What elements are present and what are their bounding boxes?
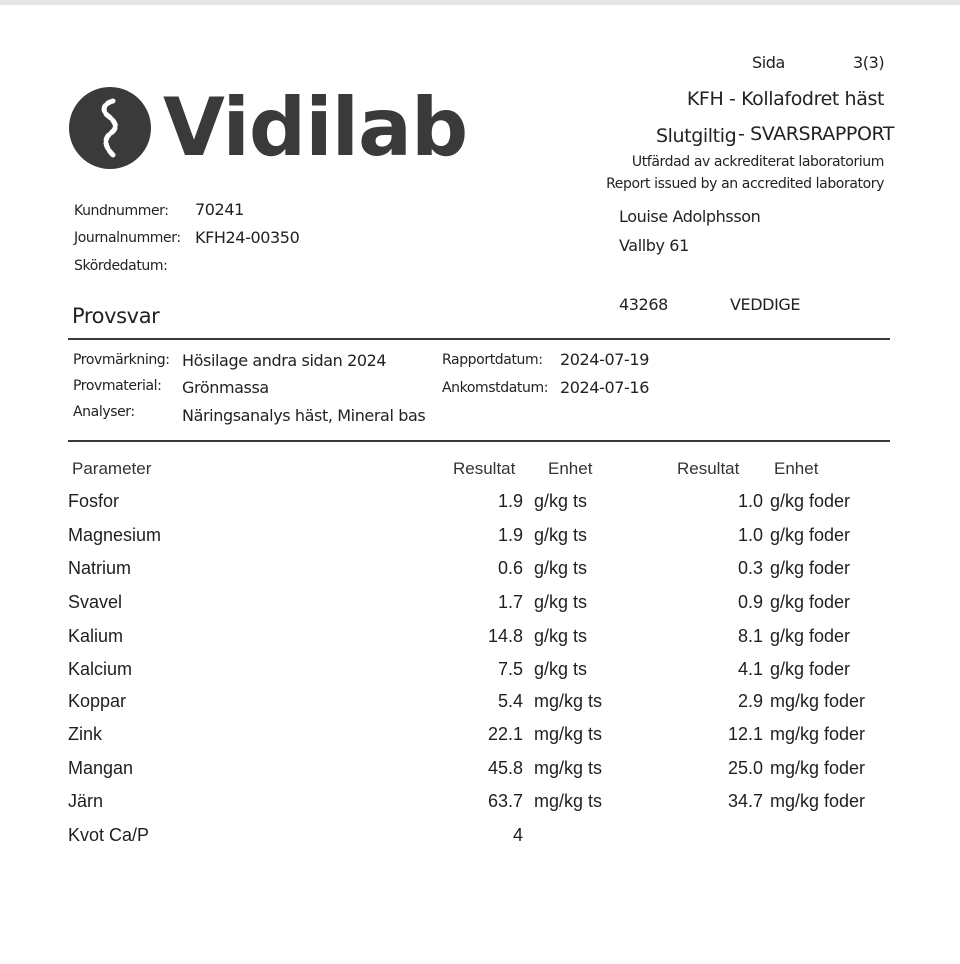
result-dry-matter: 4	[512, 825, 523, 845]
header-result-dm: Resultat	[453, 459, 516, 478]
unit-dry-matter: g/kg ts	[534, 659, 588, 679]
journal-value: KFH24-00350	[195, 228, 300, 247]
result-feed: 0.9	[737, 592, 763, 612]
unit-dry-matter: g/kg ts	[534, 592, 588, 612]
parameter-name: Natrium	[68, 558, 132, 578]
unit-dry-matter: g/kg ts	[534, 525, 588, 545]
parameter-name: Koppar	[68, 691, 127, 711]
unit-feed: g/kg foder	[770, 491, 851, 511]
unit-feed: g/kg foder	[770, 525, 851, 545]
kundnummer-label: Kundnummer:	[74, 203, 169, 219]
parameter-name: Svavel	[68, 592, 123, 612]
report-type: - SVARSRAPPORT	[738, 123, 895, 145]
marking-label: Provmärkning:	[73, 352, 170, 368]
result-dry-matter: 22.1	[487, 724, 523, 744]
unit-feed: mg/kg foder	[770, 724, 866, 744]
accreditation-sv: Utfärdad av ackrediterat laboratorium	[631, 154, 884, 170]
parameter-name: Kvot Ca/P	[68, 825, 150, 845]
result-feed: 34.7	[727, 791, 763, 811]
marking-value: Hösilage andra sidan 2024	[182, 351, 387, 370]
report-code: KFH - Kollafodret häst	[686, 88, 884, 110]
unit-feed: mg/kg foder	[770, 758, 866, 778]
unit-feed: mg/kg foder	[770, 791, 866, 811]
address-postcode: 43268	[619, 295, 668, 314]
result-feed: 1.0	[737, 525, 763, 545]
unit-feed: g/kg foder	[770, 558, 851, 578]
arrival-date-label: Ankomstdatum:	[442, 380, 549, 396]
parameter-name: Zink	[68, 724, 103, 744]
result-feed: 1.0	[737, 491, 763, 511]
section-title: Provsvar	[72, 304, 160, 328]
result-feed: 4.1	[737, 659, 763, 679]
result-feed: 0.3	[737, 558, 763, 578]
unit-dry-matter: g/kg ts	[534, 558, 588, 578]
logo-wordmark: Vidilab	[163, 81, 468, 174]
header-parameter: Parameter	[72, 459, 152, 478]
header-unit-dm: Enhet	[548, 459, 593, 478]
address-name: Louise Adolphsson	[619, 207, 761, 226]
result-dry-matter: 1.7	[497, 592, 523, 612]
unit-feed: g/kg foder	[770, 659, 851, 679]
result-feed: 8.1	[737, 626, 763, 646]
report-date-value: 2024-07-19	[560, 350, 649, 369]
result-dry-matter: 63.7	[487, 791, 523, 811]
spine-logo-icon	[69, 87, 151, 169]
unit-dry-matter: mg/kg ts	[534, 758, 603, 778]
result-feed: 12.1	[727, 724, 763, 744]
result-dry-matter: 1.9	[497, 491, 523, 511]
result-dry-matter: 1.9	[497, 525, 523, 545]
unit-dry-matter: g/kg ts	[534, 491, 588, 511]
unit-dry-matter: mg/kg ts	[534, 791, 603, 811]
report-status: Slutgiltig	[656, 125, 737, 147]
header-unit-feed: Enhet	[774, 459, 819, 478]
material-label: Provmaterial:	[73, 378, 162, 394]
report-date-label: Rapportdatum:	[442, 352, 543, 368]
unit-feed: g/kg foder	[770, 592, 851, 612]
result-feed: 2.9	[737, 691, 763, 711]
skordedatum-label: Skördedatum:	[74, 258, 168, 274]
parameter-name: Fosfor	[68, 491, 120, 511]
address-street: Vallby 61	[619, 236, 689, 255]
unit-dry-matter: mg/kg ts	[534, 691, 603, 711]
parameter-name: Kalcium	[68, 659, 133, 679]
material-value: Grönmassa	[182, 378, 269, 397]
analyses-value: Näringsanalys häst, Mineral bas	[182, 406, 426, 425]
parameter-name: Mangan	[68, 758, 134, 778]
page-number: 3(3)	[853, 53, 885, 72]
result-dry-matter: 7.5	[497, 659, 523, 679]
parameter-name: Magnesium	[68, 525, 162, 545]
result-feed: 25.0	[727, 758, 763, 778]
page-label: Sida	[752, 53, 785, 72]
journal-label: Journalnummer:	[74, 230, 181, 246]
section-divider-top	[68, 338, 890, 340]
address-city: VEDDIGE	[730, 295, 801, 314]
result-dry-matter: 0.6	[497, 558, 523, 578]
unit-dry-matter: mg/kg ts	[534, 724, 603, 744]
result-dry-matter: 45.8	[487, 758, 523, 778]
unit-feed: mg/kg foder	[770, 691, 866, 711]
top-border	[0, 0, 960, 5]
section-divider-bottom	[68, 440, 890, 442]
kundnummer-value: 70241	[195, 200, 244, 219]
accreditation-en: Report issued by an accredited laboratory	[606, 176, 884, 192]
unit-feed: g/kg foder	[770, 626, 851, 646]
result-dry-matter: 14.8	[487, 626, 523, 646]
header-result-feed: Resultat	[677, 459, 740, 478]
parameter-name: Järn	[68, 791, 104, 811]
arrival-date-value: 2024-07-16	[560, 378, 649, 397]
analyses-label: Analyser:	[73, 404, 135, 420]
result-dry-matter: 5.4	[497, 691, 523, 711]
unit-dry-matter: g/kg ts	[534, 626, 588, 646]
parameter-name: Kalium	[68, 626, 124, 646]
